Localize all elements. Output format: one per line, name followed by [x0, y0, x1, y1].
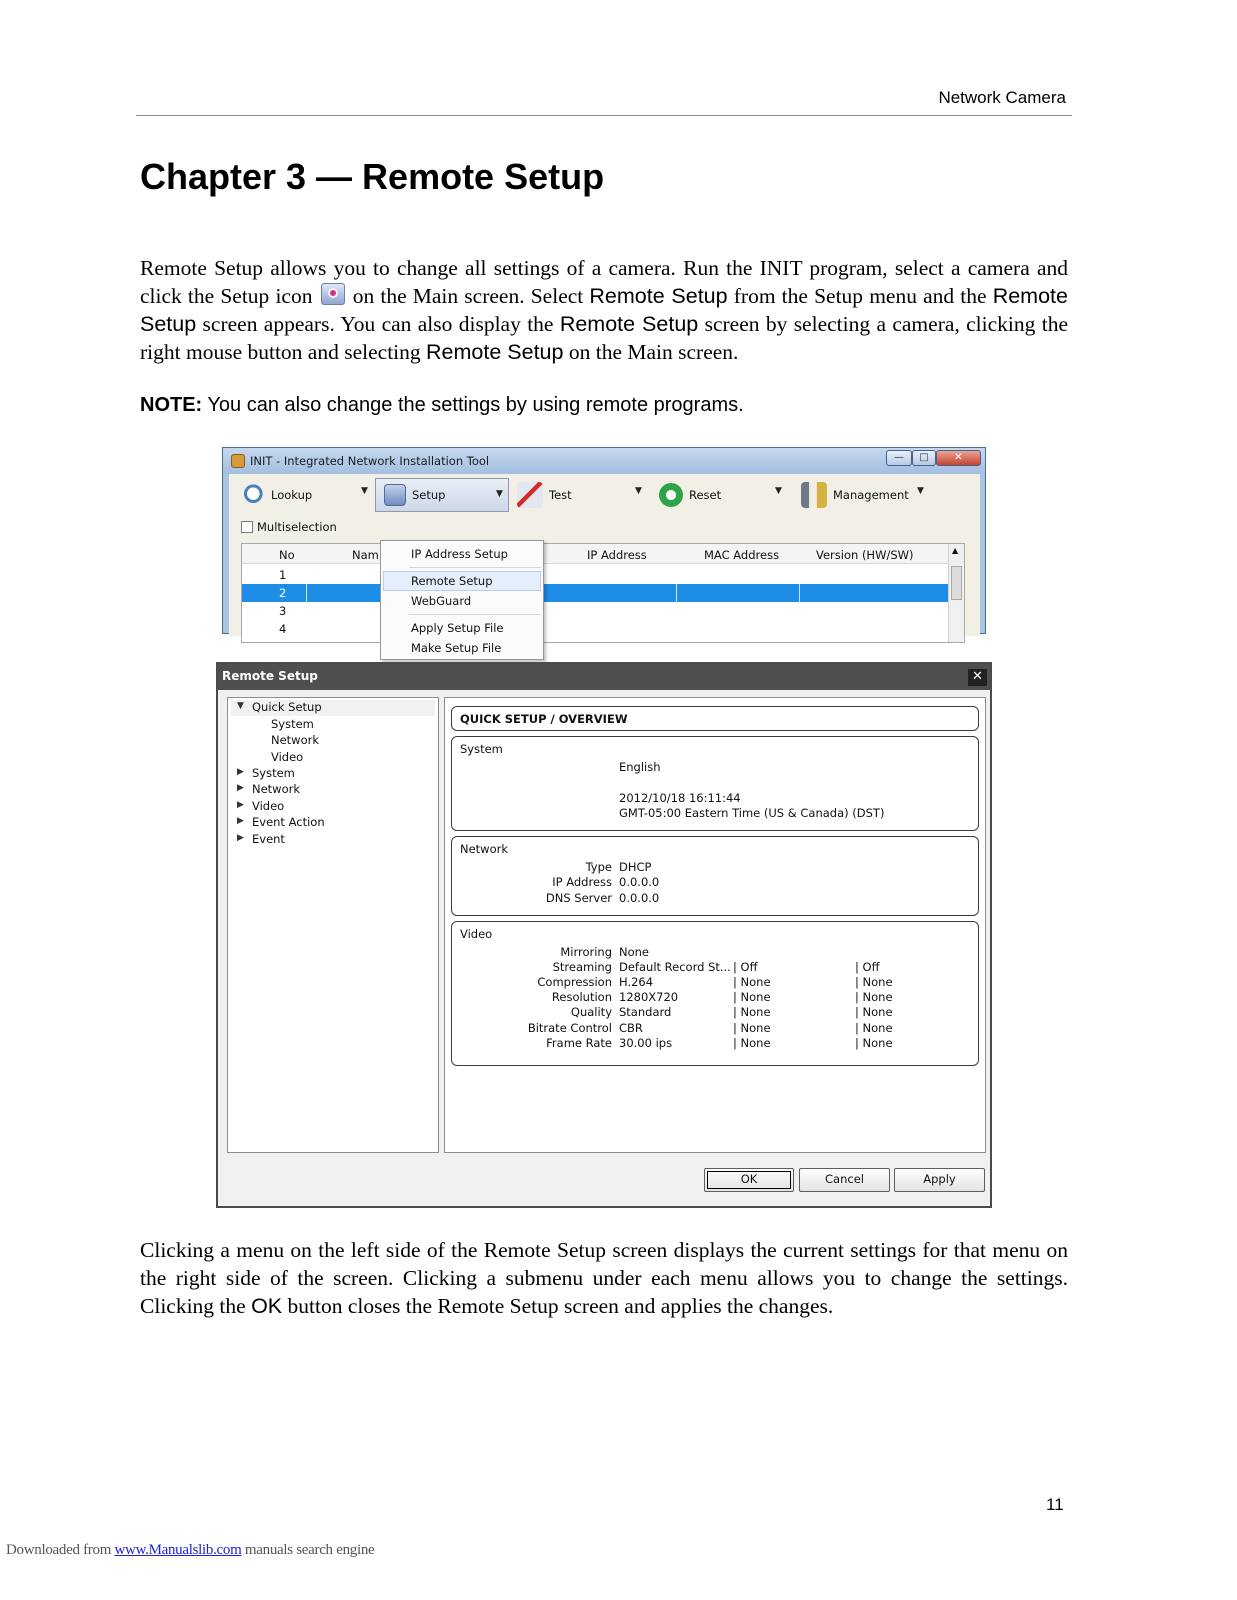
- list-scrollbar[interactable]: [948, 544, 964, 642]
- test-button[interactable]: [517, 478, 572, 512]
- init-window: [222, 447, 986, 655]
- video-row-label: Compression: [537, 975, 612, 989]
- management-button[interactable]: [801, 478, 909, 512]
- video-row-stream3: | None: [855, 990, 893, 1004]
- setup-icon: [321, 283, 345, 305]
- reset-label: Reset: [689, 488, 722, 502]
- tree-item-quick-video[interactable]: Video: [271, 750, 304, 764]
- intro-text: screen by selecting a camera, clicking the right mouse button and selecting: [140, 312, 1068, 364]
- overview-heading-box: [451, 706, 979, 731]
- note-text: You can also change the settings by using remote programs.: [202, 394, 744, 416]
- outro-paragraph: [140, 1236, 1068, 1320]
- network-section: [451, 836, 979, 916]
- checkbox-icon: [241, 521, 253, 533]
- intro-text: on the Main screen.: [563, 340, 739, 364]
- intro-text: screen appears. You can also display the: [196, 312, 560, 336]
- settings-tree: [227, 697, 439, 1153]
- video-row-label: Bitrate Control: [527, 1021, 612, 1035]
- term-remote-setup: Remote Setup: [589, 284, 728, 308]
- maximize-button[interactable]: □: [912, 450, 936, 466]
- column-version[interactable]: Version (HW/SW): [816, 548, 914, 562]
- term-remote-setup: Remote Setup: [426, 340, 564, 364]
- lookup-icon: [239, 482, 265, 508]
- network-ip-label: IP Address: [552, 875, 612, 889]
- header-product: Network Camera: [938, 88, 1066, 107]
- init-titlebar: [223, 448, 985, 474]
- test-icon: [517, 482, 543, 508]
- collapsed-arrow-icon[interactable]: ▶: [237, 783, 244, 793]
- overview-panel: [444, 697, 986, 1153]
- tree-item-video[interactable]: Video: [252, 799, 285, 813]
- setup-icon: [384, 484, 406, 506]
- video-row-stream2: | None: [733, 1005, 771, 1019]
- video-mirroring-label: Mirroring: [560, 945, 612, 959]
- video-row-stream3: | Off: [855, 960, 880, 974]
- minimize-button[interactable]: —: [886, 450, 912, 466]
- video-row-stream3: | None: [855, 975, 893, 989]
- network-dns-value: 0.0.0.0: [619, 891, 660, 905]
- footer-suffix: manuals search engine: [241, 1542, 375, 1558]
- management-label: Management: [833, 488, 909, 502]
- system-timezone: GMT-05:00 Eastern Time (US & Canada) (DST): [619, 806, 885, 820]
- page-number: 11: [1046, 1495, 1064, 1514]
- video-row-stream3: | None: [855, 1005, 893, 1019]
- lookup-label: Lookup: [271, 488, 313, 502]
- network-ip-value: 0.0.0.0: [619, 875, 660, 889]
- table-row[interactable]: [242, 602, 949, 620]
- section-label: Network: [460, 842, 509, 856]
- intro-text: Remote Setup allows you to change all settings of a camera. Run the INIT program, select a camera and click the Setup icon: [140, 256, 1068, 308]
- setup-button[interactable]: [375, 478, 509, 512]
- app-icon: [231, 454, 245, 468]
- tree-item-event[interactable]: Event: [252, 832, 285, 846]
- note: [140, 394, 744, 417]
- row-number: 2: [279, 586, 287, 600]
- scroll-up-icon[interactable]: ▲: [952, 546, 959, 555]
- reset-dropdown-icon[interactable]: ▼: [775, 486, 782, 496]
- camera-list: [241, 543, 965, 643]
- collapsed-arrow-icon[interactable]: ▶: [237, 800, 244, 810]
- scroll-thumb[interactable]: [951, 566, 962, 600]
- column-no[interactable]: No: [279, 548, 295, 562]
- video-row-stream3: | None: [855, 1036, 893, 1050]
- video-row-stream1: H.264: [619, 975, 654, 989]
- menu-item-apply-setup-file[interactable]: Apply Setup File: [411, 621, 504, 635]
- video-row-stream2: | None: [733, 990, 771, 1004]
- term-ok: OK: [251, 1294, 283, 1318]
- table-row-selected[interactable]: [242, 584, 949, 602]
- apply-button[interactable]: Apply: [894, 1168, 985, 1192]
- intro-paragraph: [140, 254, 1068, 366]
- management-icon: [801, 482, 827, 508]
- row-number: 1: [279, 568, 287, 582]
- menu-item-ip-address-setup[interactable]: IP Address Setup: [411, 547, 508, 561]
- remote-setup-titlebar: [218, 664, 990, 690]
- video-row-stream2: | None: [733, 975, 771, 989]
- video-section: [451, 921, 979, 1066]
- table-row[interactable]: [242, 566, 949, 584]
- collapsed-arrow-icon[interactable]: ▶: [237, 767, 244, 777]
- tree-item-quick-system[interactable]: System: [271, 717, 314, 731]
- video-row-stream1: CBR: [619, 1021, 643, 1035]
- footer-prefix: Downloaded from: [6, 1542, 115, 1558]
- chapter-title: Chapter 3 — Remote Setup: [140, 156, 605, 197]
- menu-item-make-setup-file[interactable]: Make Setup File: [411, 641, 502, 655]
- video-row-stream2: | None: [733, 1036, 771, 1050]
- close-icon[interactable]: ✕: [968, 669, 987, 686]
- remote-setup-title: Remote Setup: [222, 669, 318, 683]
- reset-icon: [659, 483, 683, 507]
- expanded-arrow-icon[interactable]: ▼: [237, 701, 244, 711]
- remote-setup-window: [216, 662, 992, 1208]
- menu-separator: [409, 614, 541, 615]
- video-row-stream2: | None: [733, 1021, 771, 1035]
- cancel-button[interactable]: Cancel: [799, 1168, 890, 1192]
- video-row-stream1: Standard: [619, 1005, 672, 1019]
- system-language: English: [619, 760, 661, 774]
- system-section: [451, 736, 979, 831]
- test-label: Test: [549, 488, 572, 502]
- init-body: [229, 474, 980, 655]
- camera-list-header: [242, 544, 964, 564]
- table-row[interactable]: [242, 620, 949, 638]
- test-dropdown-icon[interactable]: ▼: [635, 486, 642, 496]
- cell-separator: [676, 584, 677, 602]
- menu-separator: [409, 567, 541, 568]
- tree-item-network[interactable]: Network: [252, 782, 301, 796]
- setup-menu: [380, 540, 544, 660]
- tree-item-system[interactable]: System: [252, 766, 295, 780]
- column-name[interactable]: Nam: [352, 548, 379, 562]
- outro-text: Clicking a menu on the left side of the Remote Setup screen displays the current settings for that menu on the right side of the screen. Clicking a submenu under each menu allows you to change the settings. Clicking the: [140, 1238, 1068, 1318]
- collapsed-arrow-icon[interactable]: ▶: [237, 816, 244, 826]
- video-row-stream2: | Off: [733, 960, 758, 974]
- intro-text: from the Setup menu and the: [727, 284, 993, 308]
- ok-button[interactable]: OK: [704, 1168, 794, 1192]
- row-number: 3: [279, 604, 287, 618]
- video-mirroring-value: None: [619, 945, 650, 959]
- lookup-button[interactable]: [239, 478, 312, 512]
- network-dns-label: DNS Server: [545, 891, 612, 905]
- video-row-stream1: 1280X720: [619, 990, 679, 1004]
- cell-separator: [306, 584, 307, 602]
- network-type-value: DHCP: [619, 860, 652, 874]
- init-window-title: INIT - Integrated Network Installation Tool: [250, 454, 490, 468]
- page-header: [136, 86, 1072, 116]
- video-row-stream1: Default Record St...: [619, 960, 731, 974]
- multiselection-label: Multiselection: [257, 520, 337, 534]
- tree-item-quick-setup[interactable]: Quick Setup: [252, 700, 322, 714]
- overview-heading: QUICK SETUP / OVERVIEW: [460, 712, 628, 726]
- menu-item-remote-setup[interactable]: Remote Setup: [411, 574, 493, 588]
- tree-item-event-action[interactable]: Event Action: [252, 815, 325, 829]
- intro-text: on the Main screen. Select: [346, 284, 590, 308]
- video-row-stream3: | None: [855, 1021, 893, 1035]
- section-label: System: [460, 742, 503, 756]
- download-footer: [6, 1542, 374, 1559]
- section-label: Video: [460, 927, 493, 941]
- row-number: 4: [279, 622, 287, 636]
- reset-button[interactable]: [659, 478, 721, 512]
- video-row-stream1: 30.00 ips: [619, 1036, 673, 1050]
- cell-separator: [799, 584, 800, 602]
- collapsed-arrow-icon[interactable]: ▶: [237, 833, 244, 843]
- close-button[interactable]: ✕: [936, 450, 981, 466]
- multiselection-checkbox[interactable]: [241, 520, 337, 534]
- manualslib-link[interactable]: www.Manualslib.com: [114, 1542, 242, 1558]
- video-row-label: Resolution: [551, 990, 612, 1004]
- video-row-label: Frame Rate: [546, 1036, 612, 1050]
- column-ip-address[interactable]: IP Address: [587, 548, 647, 562]
- term-remote-setup: Remote Setup: [559, 312, 699, 336]
- network-type-label: Type: [585, 860, 612, 874]
- video-row-label: Quality: [570, 1005, 612, 1019]
- term-remote-setup: Remote Setup: [140, 284, 1068, 336]
- outro-text: button closes the Remote Setup screen and applies the changes.: [282, 1294, 834, 1318]
- column-mac-address[interactable]: MAC Address: [704, 548, 780, 562]
- note-label: NOTE:: [140, 394, 203, 416]
- tree-item-quick-network[interactable]: Network: [271, 733, 320, 747]
- management-dropdown-icon[interactable]: ▼: [917, 486, 924, 496]
- system-datetime: 2012/10/18 16:11:44: [619, 791, 741, 805]
- setup-label: Setup: [412, 488, 446, 502]
- menu-item-webguard[interactable]: WebGuard: [411, 594, 472, 608]
- setup-dropdown-icon[interactable]: ▼: [496, 489, 503, 499]
- lookup-dropdown-icon[interactable]: ▼: [361, 486, 368, 496]
- video-row-label: Streaming: [552, 960, 612, 974]
